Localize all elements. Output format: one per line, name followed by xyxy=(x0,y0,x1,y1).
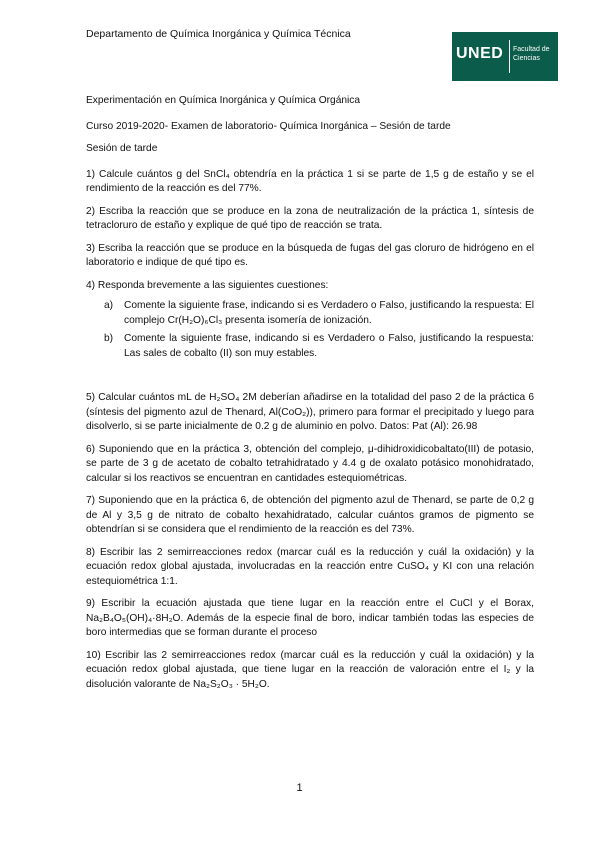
exam-content xyxy=(86,94,534,700)
question-4a xyxy=(86,299,534,328)
course-title: Experimentación en Química Inorgánica y Química Orgánica xyxy=(86,95,361,106)
question-4b-text: Comente la siguiente frase, indicando si es Verdadero o Falso, justificando la respuesta: Las sales de cobalto (II) son muy estables. xyxy=(124,333,534,359)
question-1: 1) Calcule cuántos g del SnCl₄ obtendría en la práctica 1 si se parte de 1,5 g de estaño y se el rendimiento de la reacción es del 77%. xyxy=(86,168,534,194)
question-4-subitems xyxy=(86,299,534,361)
question-9: 9) Escribir la ecuación ajustada que tiene lugar en la reacción entre el CuCl y el Borax, Na₂B₄O₅(OH)₄·8H₂O. Además de la especie final de boro, indicar también todas las especies de boro intermedias que se forman durante el proceso xyxy=(86,598,534,638)
page-number: 1 xyxy=(296,782,303,794)
exam-subtitle: Curso 2019-2020- Examen de laboratorio- Química Inorgánica – Sesión de tarde xyxy=(86,120,451,132)
logo-divider xyxy=(509,40,510,73)
question-4: 4) Responda brevemente a las siguientes cuestiones: xyxy=(86,279,329,291)
question-4b xyxy=(86,332,534,361)
question-6: 6) Suponiendo que en la práctica 3, obtención del complejo, μ-dihidroxidicobaltato(III) de potasio, se parte de 3 g de acetato de cobalto tetrahidratado y 4.4 g de oxalato potásico monohidratado, calcular si los reactivos se encuentran en cantidades estequiométricas. xyxy=(86,443,534,484)
question-8: 8) Escribir las 2 semirreacciones redox (marcar cuál es la reducción y cuál la oxidación) y la ecuación redox global ajustada, involucradas en la reacción entre CuSO₄ y KI con una relación estequiométrica 1:1. xyxy=(86,546,534,587)
spacer xyxy=(86,365,534,391)
question-3: 3) Escriba la reacción que se produce en la búsqueda de fugas del gas cloruro de hidrógeno en el laboratorio e indique de qué tipo es. xyxy=(86,242,534,268)
question-2: 2) Escriba la reacción que se produce en la zona de neutralización de la práctica 1, síntesis de tetracloruro de estaño y explique de qué tipo de reacción se trata. xyxy=(86,205,534,231)
question-4b-label: b) xyxy=(104,333,114,344)
question-5: 5) Calcular cuántos mL de H₂SO₄ 2M deberían añadirse en la totalidad del paso 2 de la práctica 6 (síntesis del pigmento azul de Thenard, Al(CoO₂)), primero para formar el precipitado y luego para disolverlo, si se parte inicialmente de 0.2 g de aluminio en polvo. Datos: Pat (Al): 26.98 xyxy=(86,392,534,432)
uned-logo xyxy=(452,32,558,81)
question-4a-label: a) xyxy=(104,300,114,311)
session-label: Sesión de tarde xyxy=(86,143,158,154)
question-7: 7) Suponiendo que en la práctica 6, de obtención del pigmento azul de Thenard, se parte de 0,2 g de Al y 3,5 g de nitrato de cobalto hexahidratado, calcular cuántos gramos de pigmento se obtendrían si se considera que el rendimiento de la reacción es del 73%. xyxy=(86,495,534,535)
question-4a-text: Comente la siguiente frase, indicando si es Verdadero o Falso, justificando la respuesta: El complejo Cr(H₂O)₆Cl₃ presenta isomería de ionización. xyxy=(124,300,534,326)
uned-logo-word: UNED xyxy=(456,45,504,62)
uned-logo-faculty: Facultad de Ciencias xyxy=(513,46,550,62)
question-10: 10) Escribir las 2 semirreacciones redox (marcar cuál es la reducción y cuál la oxidación) y la ecuación redox global ajustada, que tiene lugar en la reacción de valoración entre el I₂ y la disolución valorante de Na₂S₂O₃ · 5H₂O. xyxy=(86,649,534,690)
department-header: Departamento de Química Inorgánica y Química Técnica xyxy=(86,28,351,40)
